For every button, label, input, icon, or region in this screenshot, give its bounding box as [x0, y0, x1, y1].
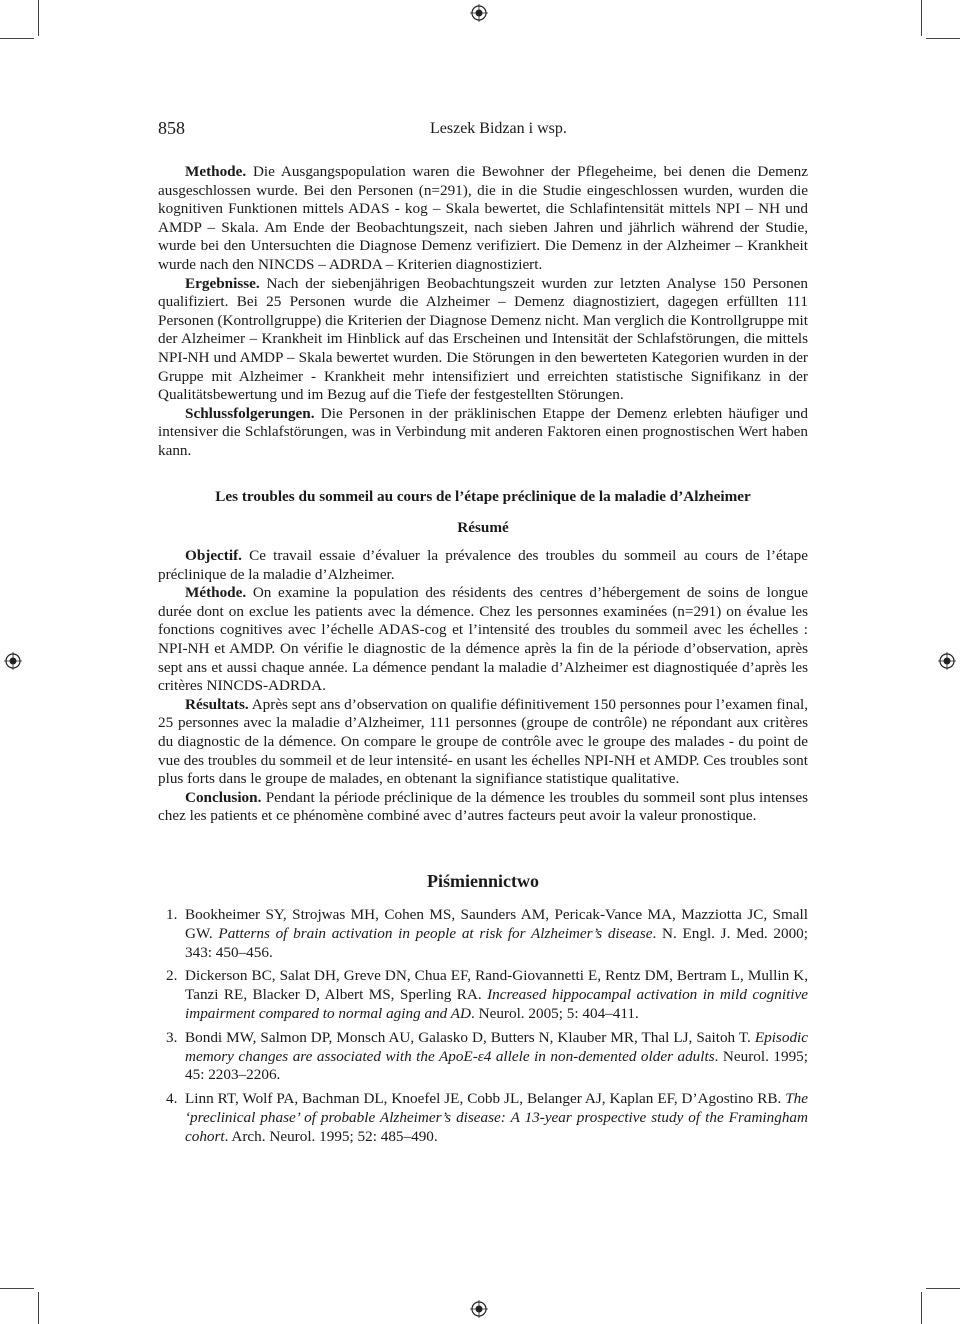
paragraph-text: Pendant la période préclinique de la démence les troubles du sommeil sont plus intenses chez les patients et ce phénomène combiné avec d’autres facteurs peut avoir la valeur pronostique. [158, 788, 808, 825]
reference-number: 2. [166, 967, 178, 985]
crop-mark-bottom-right [921, 1292, 922, 1324]
german-abstract [158, 163, 808, 461]
references-list [158, 906, 808, 1152]
crop-mark-bottom-right-h [926, 1288, 960, 1289]
paragraph-label: Résultats. [185, 695, 249, 713]
paragraph-label: Ergebnisse. [185, 274, 260, 292]
paragraph-label: Conclusion. [185, 788, 262, 806]
crop-mark-top-left-h [0, 38, 34, 39]
reference-source: . Arch. Neurol. 1995; 52: 485–490. [224, 1127, 438, 1145]
paragraph-text: Ce travail essaie d’évaluer la prévalence des troubles du sommeil au cours de l’étape préclinique de la maladie d’Alzheimer. [158, 547, 808, 583]
french-results-paragraph [158, 696, 808, 789]
registration-mark-bottom-icon [470, 1300, 488, 1318]
reference-item [158, 906, 808, 962]
reference-source: . Neurol. 1995; 45: 2203–2206. [185, 1047, 808, 1084]
reference-authors: Dickerson BC, Salat DH, Greve DN, Chua EF, Rand-Giovannetti E, Rentz DM, Bertram L, Mullin K, Tanzi RE, Blacker D, Albert MS, Sperling RA. [185, 967, 808, 1004]
crop-mark-bottom-left [38, 1292, 39, 1324]
registration-mark-left-icon [4, 652, 22, 670]
paragraph-label: Schlussfolgerungen. [185, 404, 315, 422]
reference-authors: Bondi MW, Salmon DP, Monsch AU, Galasko D, Butters N, Klauber MR, Thal LJ, Saitoh T. [185, 1028, 751, 1046]
reference-title: Episodic memory changes are associated with the ApoE-ε4 allele in non-demented older adults [185, 1028, 808, 1065]
page-number: 858 [158, 118, 185, 138]
reference-authors: Bookheimer SY, Strojwas MH, Cohen MS, Saunders AM, Pericak-Vance MA, Mazziotta JC, Small GW. [185, 906, 808, 942]
reference-item [158, 1029, 808, 1085]
references-heading: Piśmiennictwo [427, 871, 539, 891]
french-subtitle: Résumé [457, 519, 509, 536]
crop-mark-top-left [38, 0, 39, 36]
french-title: Les troubles du sommeil au cours de l’étape préclinique de la maladie d’Alzheimer [215, 488, 751, 505]
german-results-paragraph [158, 275, 808, 405]
french-objective-paragraph [158, 547, 808, 584]
french-conclusion-paragraph [158, 789, 808, 826]
registration-mark-right-icon [938, 652, 956, 670]
paragraph-text: Nach der siebenjährigen Beobachtungszeit wurden zur letzten Analyse 150 Personen qualifiziert. Bei 25 Personen wurde die Alzheimer – Demenz diagnostiziert, dagegen erfüllten 111 Personen (Kontrollgruppe) die Kriterien der Diagnose Demenz nicht. Man verglich die Kontrollgruppe mit der Alzheimer – Krankheit im Hinblick auf das Erscheinen und Intensität der Schlafstörungen, die mittels NPI-NH und AMDP – Skala bewertet wurden. Die Störungen in den bewerteten Kategorien wurden in der Gruppe mit Alzheimer - Krankheit mehr intensifiziert und erreichten statistische Signifikanz in der Qualitätsbewertung und im Bezug auf die Tiefe der festgestellten Störungen. [158, 274, 808, 404]
paragraph-text: Die Personen in der präklinischen Etappe der Demenz erlebten häufiger und intensiver die Schlafstörungen, was in Verbindung mit anderen Faktoren einen prognostischen Wert haben kann. [158, 404, 808, 459]
reference-item [158, 967, 808, 1023]
paragraph-text: Die Ausgangspopulation waren die Bewohner der Pflegeheime, bei denen die Demenz ausgeschlossen wurde. Bei den Personen (n=291), die in die Studie eingeschlossen wurden, wurden die kognitiven Funktionen mittels ADAS - kog – Skala bewertet, die Schlafintensität mittels NPI – NH und AMDP – Skala. Am Ende der Beobachtungszeit, nach sieben Jahren und jährlich während der Studie, wurde bei den Untersuchten die Diagnose Demenz verifiziert. Die Demenz in der Alzheimer – Krankheit wurde nach den NINCDS – ADRDA – Kriterien diagnostiziert. [158, 163, 808, 273]
french-method-paragraph [158, 584, 808, 696]
reference-item [158, 1090, 808, 1146]
german-methods-paragraph [158, 163, 808, 275]
reference-source: . N. Engl. J. Med. 2000; 343: 450–456. [185, 924, 808, 961]
paragraph-label: Objectif. [185, 547, 242, 564]
german-conclusions-paragraph [158, 405, 808, 461]
paragraph-label: Méthode. [185, 584, 247, 602]
paragraph-text: On examine la population des résidents des centres d’hébergement de soins de longue durée dont on exclue les patients avec la démence. Chez les personnes examinées (n=291) on évalue les fonctions cognitives avec l’échelle ADAS-cog et l’intensité des troubles du sommeil avec les échelles : NPI-NH et AMDP. On vérifie le diagnostic de la démence après la fin de la période d’observation, après sept ans et aussi chaque année. La démence pendant la maladie d’Alzheimer est diagnostiquée d’après les critères NINCDS-ADRDA. [158, 584, 808, 695]
registration-mark-top-icon [470, 4, 488, 22]
reference-number: 1. [166, 906, 178, 923]
reference-number: 3. [166, 1028, 178, 1046]
french-abstract [158, 547, 808, 826]
paragraph-label: Methode. [185, 163, 247, 180]
paragraph-text: Après sept ans d’observation on qualifie définitivement 150 personnes pour l’examen final, 25 personnes avec la maladie d’Alzheimer, 111 personnes (groupe de contrôle) ne répondant aux critères du diagnostic de la démence. On compare le groupe de contrôle avec le groupe des malades - du point de vue des troubles du sommeil et de leur intensité- en usant les échelles NPI-NH et AMDP. Ces troubles sont plus forts dans le groupe de malades, en obtenant la signifiance statistique qualitative. [158, 695, 808, 788]
reference-title: The ‘preclinical phase’ of probable Alzheimer’s disease: A 13-year prospective study of the Framingham cohort [185, 1090, 809, 1145]
crop-mark-top-right [921, 0, 922, 36]
reference-source: . Neurol. 2005; 5: 404–411. [471, 1004, 639, 1022]
reference-number: 4. [166, 1090, 178, 1108]
reference-authors: Linn RT, Wolf PA, Bachman DL, Knoefel JE, Cobb JL, Belanger AJ, Kaplan EF, D’Agostino RB. [185, 1090, 782, 1108]
running-head: Leszek Bidzan i wsp. [430, 120, 567, 137]
reference-title: Patterns of brain activation in people at risk for Alzheimer’s disease [218, 924, 653, 942]
reference-title: Increased hippocampal activation in mild cognitive impairment compared to normal aging and AD [185, 986, 808, 1022]
crop-mark-top-right-h [926, 38, 960, 39]
crop-mark-bottom-left-h [0, 1288, 34, 1289]
